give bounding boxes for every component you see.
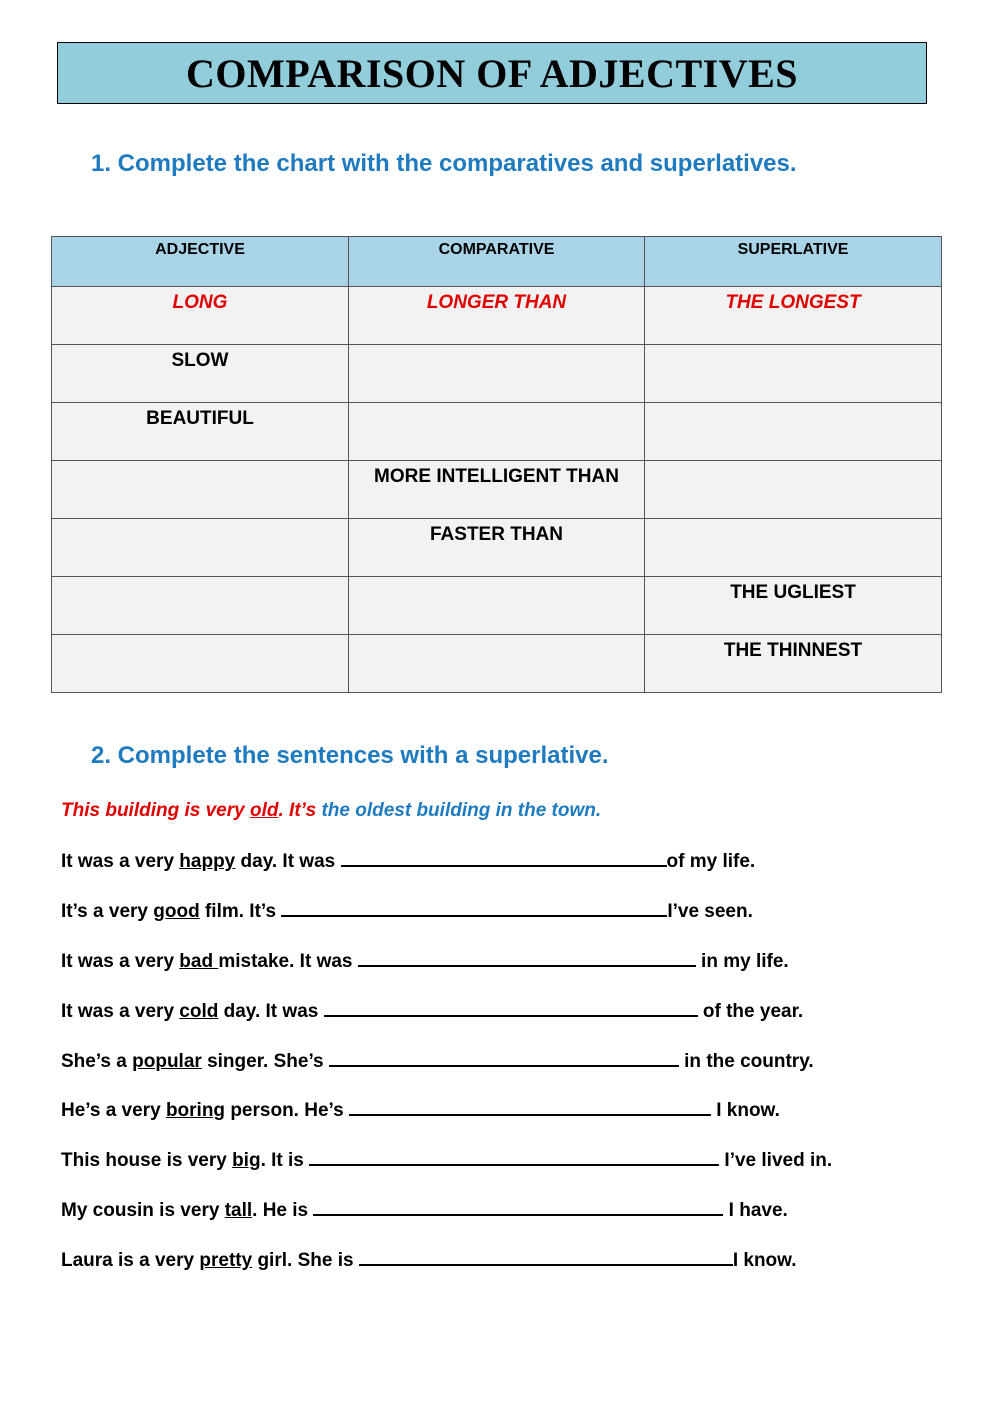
- sentence-5: [61, 1049, 814, 1073]
- chart-row: [52, 577, 942, 635]
- sentence-adjective: good: [153, 901, 200, 922]
- sentence-text: I’ve seen.: [667, 901, 753, 922]
- adjective-chart: [51, 236, 942, 693]
- chart-answer-cell[interactable]: [52, 519, 349, 577]
- example-sentence: [61, 800, 601, 822]
- answer-blank[interactable]: [309, 1148, 719, 1166]
- chart-row: [52, 635, 942, 693]
- sentence-adjective: big: [232, 1150, 261, 1171]
- sentence-3: [61, 949, 789, 973]
- sentence-text: I know.: [732, 1250, 797, 1271]
- sentence-text: It’s a very: [61, 901, 154, 922]
- sentence-text: . He is: [252, 1200, 314, 1221]
- answer-blank[interactable]: [324, 999, 698, 1017]
- chart-answer-cell[interactable]: [52, 635, 349, 693]
- sentence-7: [61, 1148, 832, 1172]
- chart-row: [52, 461, 942, 519]
- chart-answer-cell[interactable]: [349, 403, 645, 461]
- chart-row: [52, 345, 942, 403]
- sentence-text: of my life.: [666, 851, 756, 872]
- header-comparative: COMPARATIVE: [349, 237, 645, 287]
- chart-row-example: [52, 287, 942, 345]
- sentence-adjective: cold: [179, 1001, 219, 1022]
- sentence-text: I know.: [710, 1100, 780, 1121]
- chart-cell: THE UGLIEST: [645, 577, 942, 635]
- chart-answer-cell[interactable]: [645, 403, 942, 461]
- chart-answer-cell[interactable]: [349, 635, 645, 693]
- chart-cell: LONGER THAN: [349, 287, 645, 345]
- chart-cell: LONG: [52, 287, 349, 345]
- sentence-text: film. It’s: [199, 901, 282, 922]
- sentence-text: He’s a very: [61, 1100, 166, 1121]
- example-part1: This building is very: [61, 800, 250, 821]
- answer-blank[interactable]: [341, 849, 667, 867]
- page-title: COMPARISON OF ADJECTIVES: [185, 50, 799, 96]
- chart-answer-cell[interactable]: [52, 577, 349, 635]
- chart-answer-cell[interactable]: [349, 577, 645, 635]
- answer-blank[interactable]: [329, 1049, 679, 1067]
- example-answer: the oldest building in the town.: [321, 800, 602, 821]
- sentence-text: It was a very: [61, 851, 180, 872]
- header-superlative: SUPERLATIVE: [645, 237, 942, 287]
- sentence-text: in my life.: [695, 951, 789, 972]
- sentence-adjective: tall: [224, 1200, 253, 1221]
- sentence-text: It was a very: [61, 951, 180, 972]
- sentence-6: [61, 1098, 780, 1122]
- sentence-text: person. He’s: [225, 1100, 349, 1121]
- sentence-1: [61, 849, 755, 873]
- sentence-text: girl. She is: [252, 1250, 359, 1271]
- sentence-text: I’ve lived in.: [719, 1150, 833, 1171]
- chart-row: [52, 403, 942, 461]
- sentence-text: I have.: [723, 1200, 788, 1221]
- chart-answer-cell[interactable]: [52, 461, 349, 519]
- header-adjective: ADJECTIVE: [52, 237, 349, 287]
- chart-answer-cell[interactable]: [645, 345, 942, 403]
- sentence-text: mistake. It was: [218, 951, 358, 972]
- chart-row: [52, 519, 942, 577]
- sentence-adjective: popular: [132, 1051, 202, 1072]
- chart-answer-cell[interactable]: [645, 461, 942, 519]
- example-part2: . It’s: [278, 800, 322, 821]
- answer-blank[interactable]: [358, 949, 696, 967]
- sentence-text: in the country.: [678, 1051, 814, 1072]
- chart-cell: THE LONGEST: [645, 287, 942, 345]
- chart-cell: FASTER THAN: [349, 519, 645, 577]
- chart-cell: BEAUTIFUL: [52, 403, 349, 461]
- sentence-text: singer. She’s: [201, 1051, 329, 1072]
- sentence-text: She’s a: [61, 1051, 133, 1072]
- chart-answer-cell[interactable]: [349, 345, 645, 403]
- answer-blank[interactable]: [281, 899, 667, 917]
- answer-blank[interactable]: [349, 1098, 711, 1116]
- chart-cell: SLOW: [52, 345, 349, 403]
- sentence-adjective: happy: [179, 851, 236, 872]
- chart-cell: THE THINNEST: [645, 635, 942, 693]
- sentence-text: day. It was: [235, 851, 341, 872]
- sentence-9: [61, 1248, 797, 1272]
- example-adjective: old: [249, 800, 279, 821]
- answer-blank[interactable]: [313, 1198, 723, 1216]
- sentence-text: It was a very: [61, 1001, 180, 1022]
- sentence-text: of the year.: [697, 1001, 804, 1022]
- sentence-adjective: boring: [165, 1100, 226, 1121]
- sentence-adjective: bad: [179, 951, 219, 972]
- sentence-text: day. It was: [218, 1001, 324, 1022]
- sentence-text: My cousin is very: [61, 1200, 225, 1221]
- title-banner: [57, 42, 927, 104]
- exercise-2-heading: 2. Complete the sentences with a superlative.: [91, 742, 609, 769]
- sentence-2: [61, 899, 753, 923]
- sentence-adjective: pretty: [199, 1250, 253, 1271]
- chart-header-row: [52, 237, 942, 287]
- sentence-4: [61, 999, 803, 1023]
- exercise-1-heading: 1. Complete the chart with the comparatives and superlatives.: [91, 150, 797, 177]
- chart-cell: MORE INTELLIGENT THAN: [349, 461, 645, 519]
- sentence-text: . It is: [260, 1150, 310, 1171]
- chart-answer-cell[interactable]: [645, 519, 942, 577]
- sentence-text: This house is very: [61, 1150, 233, 1171]
- answer-blank[interactable]: [359, 1248, 733, 1266]
- sentence-8: [61, 1198, 788, 1222]
- sentence-text: Laura is a very: [61, 1250, 200, 1271]
